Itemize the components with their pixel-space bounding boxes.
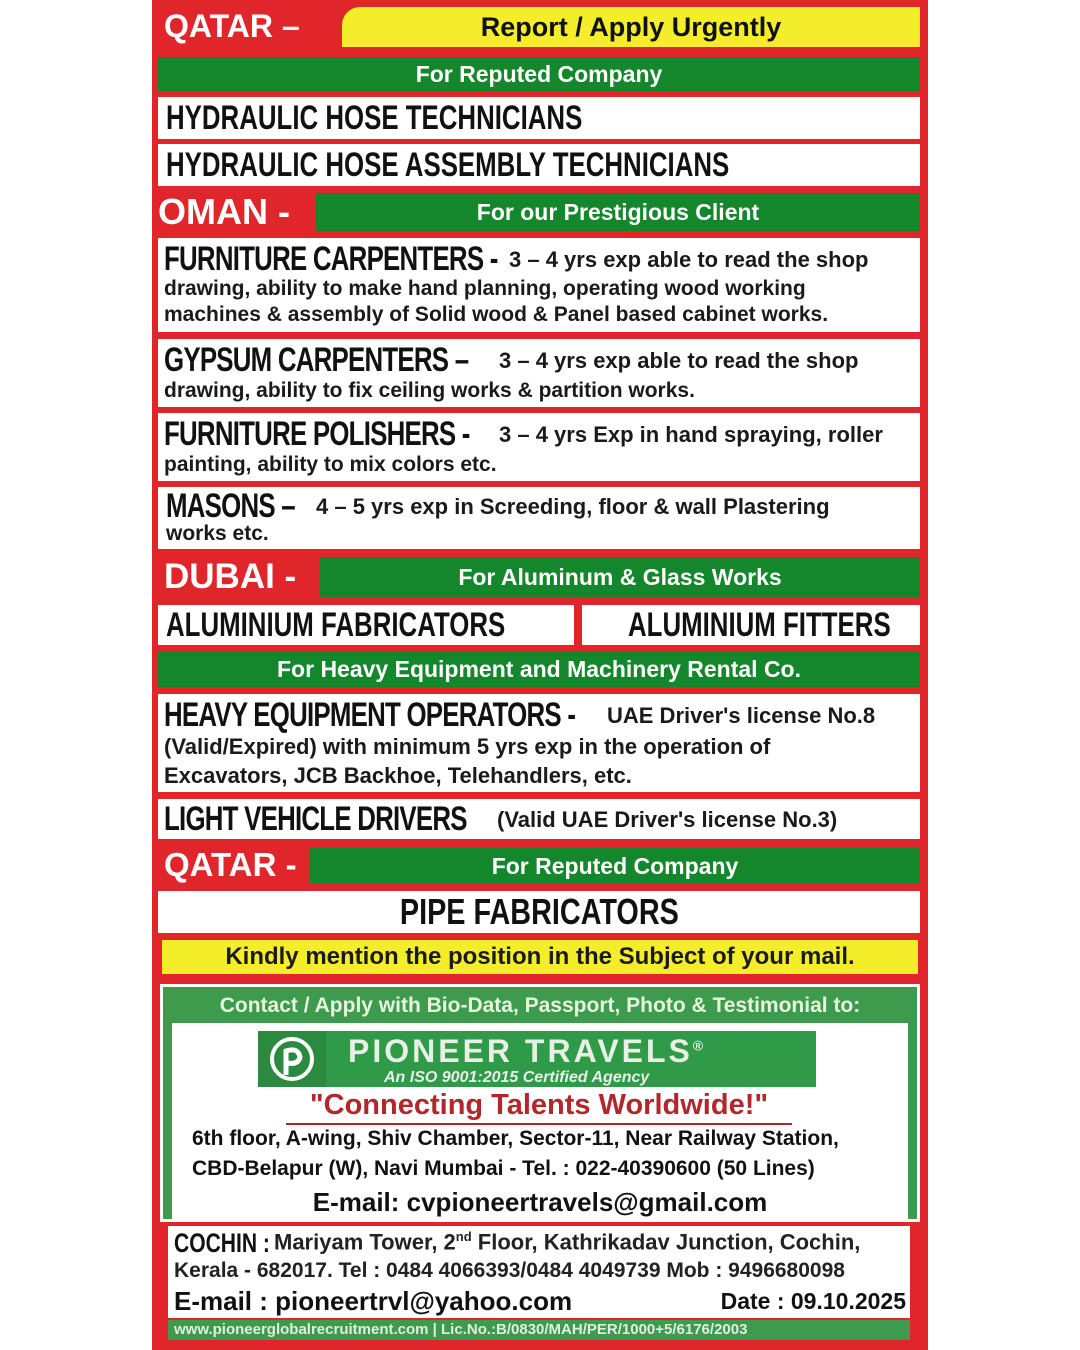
cochin-office: [168, 1226, 910, 1318]
job-title: PIPE FABRICATORS: [399, 891, 679, 932]
job-desc: 3 – 4 yrs exp able to read the shop: [499, 347, 859, 373]
reputed-company-banner-2: For Reputed Company: [310, 848, 920, 884]
job-advertisement: [152, 0, 928, 1350]
job-light-vehicle-drivers: [158, 799, 920, 839]
country-label-qatar: QATAR –: [164, 7, 300, 44]
iso-certification: An ISO 9001:2015 Certified Agency: [384, 1069, 650, 1086]
date-label: Date : 09.10.2025: [720, 1288, 906, 1314]
job-desc: painting, ability to mix colors etc.: [164, 453, 497, 476]
job-title: GYPSUM CARPENTERS –: [164, 340, 469, 379]
cochin-address-line-2: Kerala - 682017. Tel : 0484 4066393/0484 4049739 Mob : 9496680098: [174, 1259, 845, 1282]
job-furniture-carpenters: [158, 238, 920, 332]
job-title: HYDRAULIC HOSE ASSEMBLY TECHNICIANS: [166, 145, 730, 184]
cochin-email[interactable]: E-mail : pioneertrvl@yahoo.com: [174, 1286, 573, 1316]
job-title: ALUMINIUM FABRICATORS: [166, 605, 506, 644]
urgent-banner: [342, 7, 920, 47]
pioneer-logo-icon: [258, 1031, 326, 1087]
country-label-oman: OMAN -: [158, 191, 290, 232]
contact-email[interactable]: E-mail: cvpioneertravels@gmail.com: [312, 1187, 768, 1217]
job-desc: (Valid/Expired) with minimum 5 yrs exp in the operation of: [164, 734, 771, 759]
job-title: HYDRAULIC HOSE TECHNICIANS: [166, 98, 583, 137]
heavy-equipment-banner: For Heavy Equipment and Machinery Rental Co.: [158, 651, 920, 687]
job-row-hydraulic-hose: [158, 97, 920, 139]
cochin-address: Mariyam Tower, 2: [274, 1229, 456, 1255]
job-title: FURNITURE POLISHERS -: [164, 414, 470, 453]
job-desc: UAE Driver's license No.8: [607, 702, 876, 728]
ordinal-suffix: nd: [455, 1228, 472, 1244]
job-gypsum-carpenters: [158, 339, 920, 407]
job-title: ALUMINIUM FITTERS: [628, 605, 891, 644]
agency-card: [172, 1023, 908, 1219]
job-title: FURNITURE CARPENTERS -: [164, 239, 498, 278]
job-title: HEAVY EQUIPMENT OPERATORS -: [164, 695, 576, 734]
job-desc: drawing, ability to make hand planning, operating wood working: [164, 277, 806, 300]
tagline: "Connecting Talents Worldwide!": [286, 1089, 792, 1125]
prestigious-client-banner: For our Prestigious Client: [316, 193, 920, 231]
registered-mark: ®: [692, 1037, 707, 1054]
address-line-2: CBD-Belapur (W), Navi Mumbai - Tel. : 022-40390600 (50 Lines): [192, 1157, 815, 1180]
job-desc: 4 – 5 yrs exp in Screeding, floor & wall Plastering: [316, 493, 830, 519]
agency-name: PIONEER TRAVELS®: [348, 1033, 707, 1069]
cochin-address-cont: Floor, Kathrikadav Junction, Cochin,: [471, 1229, 861, 1255]
job-pipe-fabricators: [158, 891, 920, 933]
address-line-1: 6th floor, A-wing, Shiv Chamber, Sector-11, Near Railway Station,: [192, 1127, 839, 1150]
job-desc: machines & assembly of Solid wood & Panel based cabinet works.: [164, 303, 829, 326]
job-desc: 3 – 4 yrs exp able to read the shop: [509, 246, 869, 272]
job-title: LIGHT VEHICLE DRIVERS: [164, 799, 467, 838]
job-masons: [158, 487, 920, 549]
cochin-address-line-1: [174, 1228, 910, 1258]
job-aluminium-fitters: [582, 605, 920, 645]
job-furniture-polishers: [158, 413, 920, 481]
job-aluminium-fabricators: [158, 605, 574, 645]
job-desc: works etc.: [166, 522, 269, 545]
job-desc: Excavators, JCB Backhoe, Telehandlers, etc.: [164, 763, 632, 788]
contact-heading: Contact / Apply with Bio-Data, Passport, Photo & Testimonial to:: [219, 994, 861, 1017]
footer-website-license[interactable]: www.pioneerglobalrecruitment.com | Lic.No.:B/0830/MAH/PER/1000+5/6176/2003: [168, 1320, 910, 1340]
country-label-qatar-2: QATAR -: [164, 846, 297, 883]
reputed-company-banner: For Reputed Company: [158, 57, 920, 91]
job-title: MASONS –: [166, 486, 295, 525]
contact-panel: [160, 984, 920, 1222]
job-row-hydraulic-assembly: [158, 144, 920, 186]
cochin-label: COCHIN :: [174, 1228, 270, 1258]
job-desc: (Valid UAE Driver's license No.3): [497, 806, 838, 832]
agency-logo: [258, 1031, 816, 1087]
aluminum-glass-banner: For Aluminum & Glass Works: [320, 557, 920, 597]
subject-notice: Kindly mention the position in the Subject of your mail.: [162, 940, 918, 974]
job-desc: drawing, ability to fix ceiling works & partition works.: [164, 379, 695, 402]
country-label-dubai: DUBAI -: [164, 557, 297, 596]
urgent-text: Report / Apply Urgently: [480, 11, 782, 42]
job-heavy-equipment-operators: [158, 694, 920, 792]
job-desc: 3 – 4 yrs Exp in hand spraying, roller: [499, 421, 883, 447]
